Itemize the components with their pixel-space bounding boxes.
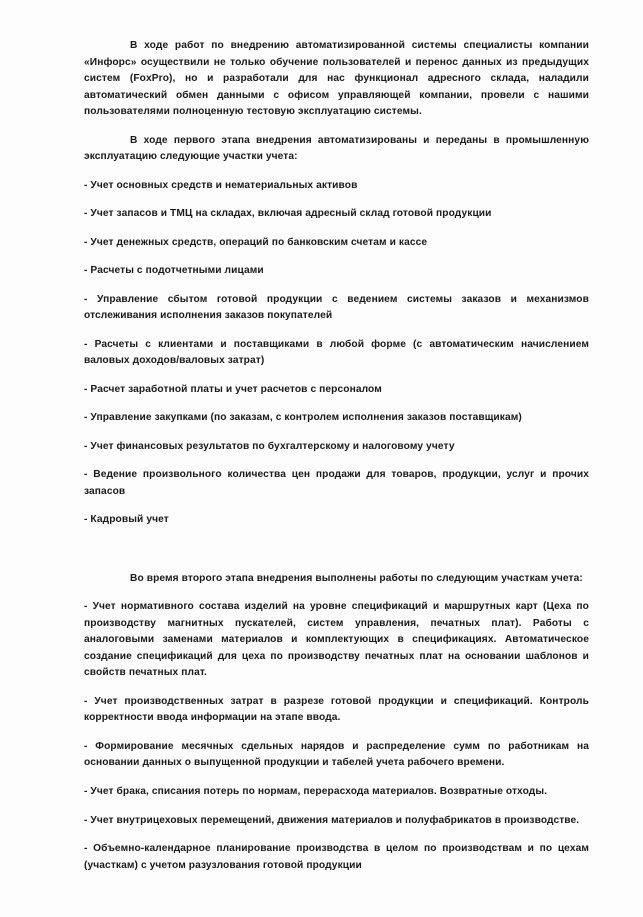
list-item: - Учет производственных затрат в разрезе готовой продукции и спецификаций. Контроль корректности ввода информации на этапе ввода. [84, 695, 589, 724]
list-item: - Управление сбытом готовой продукции с ведением системы заказов и механизмов отслеживания исполнения заказов покупателей [84, 293, 589, 322]
list-item: - Расчеты с подотчетными лицами [84, 265, 264, 277]
list-item: - Учет основных средств и нематериальных активов [84, 179, 358, 191]
list-item: - Формирование месячных сдельных нарядов и распределение сумм по работникам на основании данных о выпущенной продукции и табелей учета рабочего времени. [84, 740, 589, 769]
section-two [84, 571, 589, 874]
list-item: - Объемно-календарное планирование производства в целом по производствам и по цехам (участкам) с учетом разузлования готовой продукции [84, 843, 589, 871]
list-item: - Кадровый учет [84, 514, 169, 526]
list-item: - Учет внутрицеховых перемещений, движения материалов и полуфабрикатов в производстве. [84, 814, 580, 826]
list-item: - Учет финансовых результатов по бухгалтерскому и налоговому учету [84, 440, 455, 452]
list-item: - Ведение произвольного количества цен продажи для товаров, продукции, услуг и прочих запасов [84, 469, 589, 497]
list-item: - Учет брака, списания потерь по нормам, перерасхода материалов. Возвратные отходы. [84, 785, 548, 797]
list-item: - Учет нормативного состава изделий на уровне спецификаций и маршрутных карт (Цеха по производству магнитных пускателей, систем управления, печатных плат). Работы с аналоговыми заменами материалов и комплектующих в спецификациях. Автоматическое создание спецификаций для цеха по производству печатных плат на основании шаблонов и свойств печатных плат. [84, 601, 589, 679]
list-item: - Учет денежных средств, операций по банковским счетам и кассе [84, 236, 428, 248]
paragraph: Во время второго этапа внедрения выполнены работы по следующим участкам учета: [130, 572, 583, 584]
list-item: - Расчет заработной платы и учет расчетов с персоналом [84, 383, 382, 395]
document-body [84, 38, 589, 874]
list-item: - Расчеты с клиентами и поставщиками в любой форме (с автоматическим начислением валовых доходов/валовых затрат) [84, 338, 589, 367]
paragraph: В ходе первого этапа внедрения автоматизированы и переданы в промышленную эксплуатацию следующие участки учета: [84, 134, 589, 163]
section-divider-space [84, 541, 589, 571]
list-item: - Управление закупками (по заказам, с контролем исполнения заказов поставщикам) [84, 412, 522, 424]
paragraph: В ходе работ по внедрению автоматизированной системы специалисты компании «Инфорс» осуществили не только обучение пользователей и перенос данных из предыдущих систем (FoxPro), но и разработали для нас функционал адресного склада, наладили автоматический обмен данными с офисом управляющей компании, провели с нашими пользователями полноценную тестовую эксплуатацию системы. [84, 40, 589, 118]
list-item: - Учет запасов и ТМЦ на складах, включая адресный склад готовой продукции [84, 208, 492, 220]
section-one [84, 38, 589, 529]
